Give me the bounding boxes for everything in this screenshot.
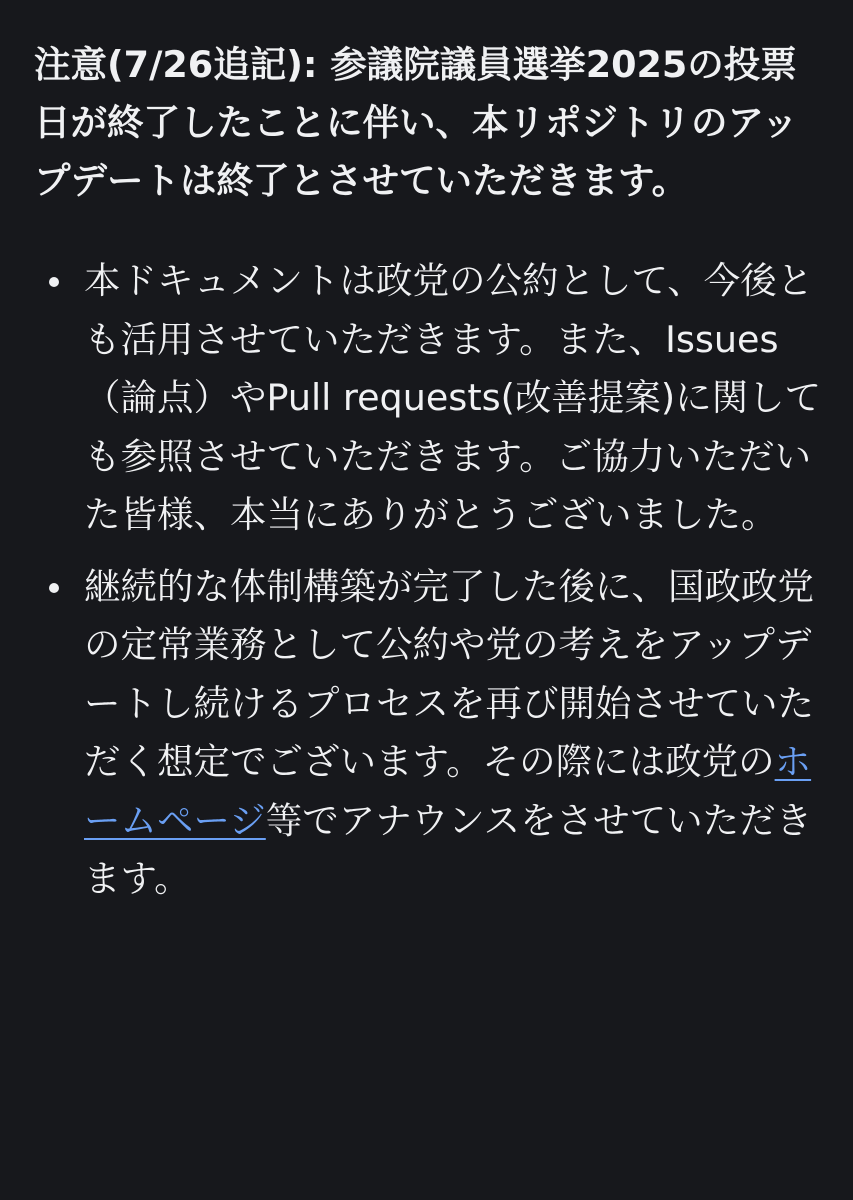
bullet-text-before-link: 継続的な体制構築が完了した後に、国政政党の定常業務として公約や党の考えをアップデートし続けるプロセスを再び開始させていただく想定でございます。その際には政党の: [84, 564, 814, 783]
list-item: [84, 558, 823, 909]
homepage-link[interactable]: ホームページ: [84, 740, 812, 842]
bullet-list: [34, 252, 823, 909]
notice-heading: 注意(7/26追記): 参議院議員選挙2025の投票日が終了したことに伴い、本リポジトリのアップデートは終了とさせていただきます。: [34, 43, 798, 202]
list-item: [84, 252, 823, 545]
bullet-icon: [49, 583, 59, 593]
bullet-text: 本ドキュメントは政党の公約として、今後とも活用させていただきます。また、Issues（論点）やPull requests(改善提案)に関しても参照させていただきます。ご協力いただいた皆様、本当にありがとうございました。: [84, 259, 822, 536]
bullet-icon: [49, 277, 59, 287]
bullet-text-after-link: 等でアナウンスをさせていただきます。: [84, 798, 813, 900]
